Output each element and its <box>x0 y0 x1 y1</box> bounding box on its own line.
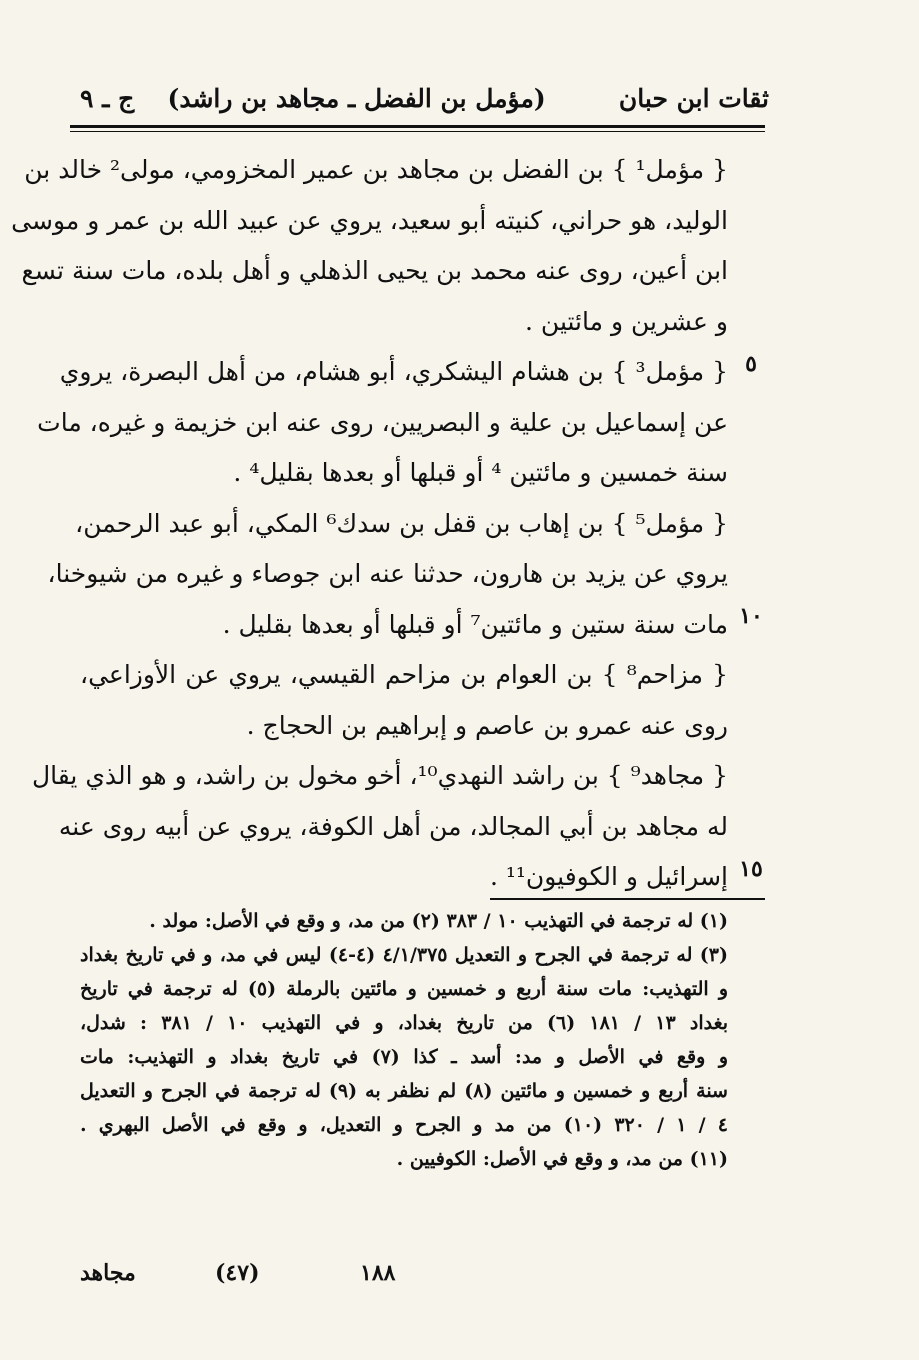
text-line: { مجاهد⁹ } بن راشد النهدي¹⁰، أخو مخول بن راشد، و هو الذي يقال <box>31 761 728 790</box>
footnote-line: و التهذيب: مات سنة أربع و خمسين و مائتين بالرملة (٥) له ترجمة في تاريخ <box>80 978 728 1000</box>
footnote-rule <box>490 898 765 900</box>
text-line: { مؤمل⁵ } بن إهاب بن قفل بن سدك⁶ المكي، أبو عبد الرحمن، <box>75 508 728 538</box>
footnote-line: و وقع في الأصل و مد: أسد ـ كذا (٧) في تاريخ بغداد و التهذيب: مات <box>80 1046 729 1068</box>
footnote-line: (٣) له ترجمة في الجرح و التعديل ٤/١/٣٧٥ (٤-٤) ليس في مد، و في تاريخ بغداد <box>80 944 729 966</box>
text-line: مات سنة ستين و مائتين⁷ أو قبلها أو بعدها بقليل . <box>222 609 728 639</box>
volume-label: ج ـ ٩ <box>80 83 135 113</box>
footnote-line: ٤ / ١ / ٣٢٠ (١٠) من مد و الجرح و التعديل، و وقع في الأصل البهري . <box>80 1114 728 1136</box>
text-line: { مزاحم⁸ } بن العوام بن مزاحم القيسي، يروي عن الأوزاعي، <box>80 660 728 689</box>
line-number-15: ١٥ <box>739 856 763 882</box>
text-line: يروي عن يزيد بن هارون، حدثنا عنه ابن جوصاء و غيره من شيوخنا، <box>47 559 728 588</box>
text-line: إسرائيل و الكوفيون¹¹ . <box>489 862 728 891</box>
header-rule-thin <box>70 131 765 132</box>
header-rule-thick <box>70 125 765 128</box>
text-line: ابن أعين، روى عنه محمد بن يحيى الذهلي و أهل بلده، مات سنة تسع <box>21 256 728 285</box>
text-line: { مؤمل³ } بن هشام اليشكري، أبو هشام، من أهل البصرة، يروي <box>59 357 728 386</box>
section-title: (مؤمل بن الفضل ـ مجاهد بن راشد) <box>167 83 546 113</box>
text-line: روى عنه عمرو بن عاصم و إبراهيم بن الحجاج . <box>246 710 728 740</box>
book-title: ثقات ابن حبان <box>618 83 769 113</box>
text-line: له مجاهد بن أبي المجالد، من أهل الكوفة، يروي عن أبيه روى عنه <box>58 811 728 841</box>
line-number-10: ١٠ <box>739 603 763 629</box>
text-line: الوليد، هو حراني، كنيته أبو سعيد، يروي عن عبيد الله بن عمر و موسى <box>11 205 728 235</box>
footnotes <box>80 905 728 1177</box>
footnote-line: سنة أربع و خمسين و مائتين (٨) لم نظفر به (٩) له ترجمة في الجرح و التعديل <box>80 1080 728 1102</box>
page-number: ١٨٨ <box>360 1260 396 1286</box>
text-line: سنة خمسين و مائتين ⁴ أو قبلها أو بعدها بقليل⁴ . <box>233 458 728 487</box>
text-line: { مؤمل¹ } بن الفضل بن مجاهد بن عمير المخزومي، مولى² خالد بن <box>24 155 728 184</box>
footer-paren-number: (٤٧) <box>215 1260 260 1286</box>
page-header <box>80 78 769 118</box>
main-text <box>11 148 728 906</box>
line-number-5: ٥ <box>745 351 757 377</box>
footnote-line: بغداد ١٣ / ١٨١ (٦) من تاريخ بغداد، و في التهذيب ١٠ / ٣٨١ : شدل، <box>80 1012 729 1034</box>
catchword: مجاهد <box>80 1260 136 1286</box>
page-footer <box>80 1260 500 1294</box>
text-line: و عشرين و مائتين . <box>525 306 728 336</box>
footnote-line: (١١) من مد، و وقع في الأصل: الكوفيين . <box>396 1148 728 1170</box>
footnote-line: (١) له ترجمة في التهذيب ١٠ / ٣٨٣ (٢) من مد، و وقع في الأصل: مولد . <box>149 910 728 932</box>
text-line: عن إسماعيل بن علية و البصريين، روى عنه ابن خزيمة و غيره، مات <box>37 407 728 437</box>
